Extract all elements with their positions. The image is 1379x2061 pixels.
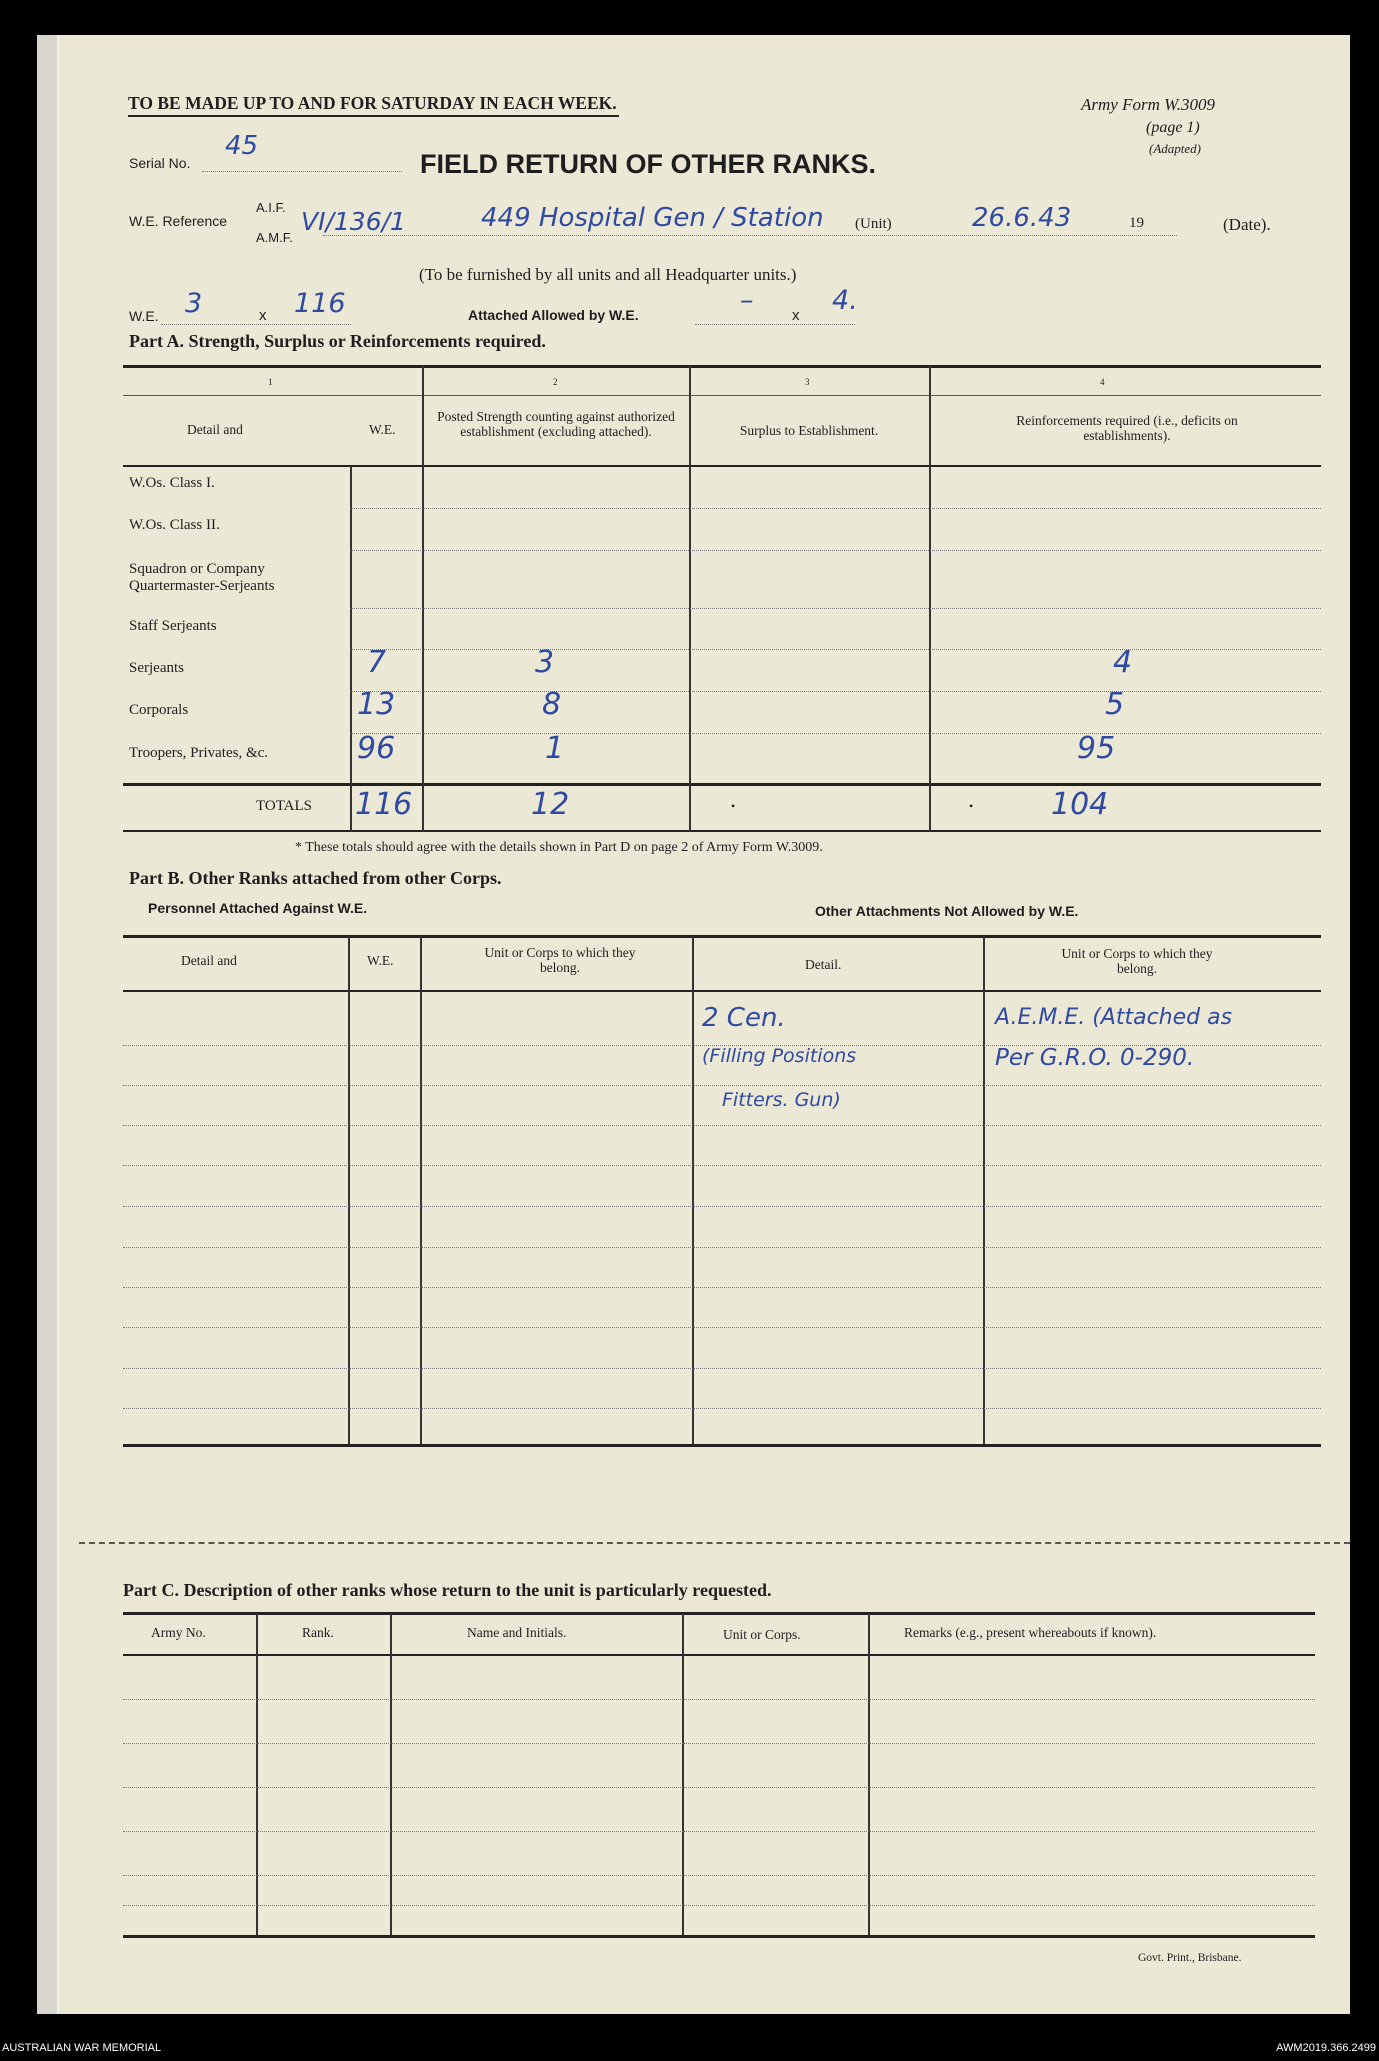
part-b-row-line (123, 1368, 1321, 1369)
part-b-header-unit2: Unit or Corps to which they belong. (1061, 946, 1213, 976)
page-number: (page 1) (1146, 119, 1200, 136)
attached-label: Attached Allowed by W.E. (468, 307, 639, 323)
attachment-detail-line-3: Fitters. Gun) (722, 1089, 841, 1111)
part-b-row-line (123, 1165, 1321, 1166)
we-reference-label: W.E. Reference (129, 213, 228, 229)
amf-label: A.M.F. (256, 230, 293, 245)
header-surplus: Surplus to Establishment. (739, 423, 879, 438)
part-c-row-line (123, 1787, 1315, 1788)
part-a-header-rule (123, 465, 1321, 467)
attachment-detail-line-1: 2 Cen. (702, 1003, 786, 1033)
we-reference-value: VI/136/1 (301, 207, 406, 236)
part-b-row-line (123, 1125, 1321, 1126)
col-number-2: 2 (553, 377, 558, 387)
part-a-col-divider-1 (422, 366, 424, 832)
part-c-row-line (123, 1699, 1315, 1700)
date-value: 26.6.43 (972, 203, 1072, 233)
part-c-header-remarks: Remarks (e.g., present whereabouts if known). (904, 1625, 1157, 1640)
attached-times: x (792, 307, 800, 324)
attached-value-b: 4. (832, 285, 858, 316)
we-value-b: 116 (294, 288, 346, 319)
part-c-header-army-no: Army No. (151, 1625, 206, 1640)
part-c-bottom-rule (123, 1935, 1315, 1938)
part-b-header-unit: Unit or Corps to which they belong. (484, 945, 636, 975)
part-c-row-line (123, 1743, 1315, 1744)
part-c-header-unit: Unit or Corps. (723, 1627, 801, 1642)
aif-label: A.I.F. (256, 200, 286, 215)
part-a-title: Part A. Strength, Surplus or Reinforcements required. (129, 331, 546, 351)
totals-label: TOTALS (256, 798, 313, 814)
corporals-reinforcements: 5 (1105, 687, 1125, 722)
we-label: W.E. (129, 308, 159, 324)
serjeants-posted: 3 (535, 645, 555, 680)
col-number-1: 1 (268, 377, 273, 387)
part-a-col-divider-3 (929, 366, 931, 832)
attachment-detail-line-2: (Filling Positions (702, 1045, 857, 1067)
part-a-row-line (350, 508, 1321, 509)
part-a-top-rule (123, 365, 1321, 368)
totals-reinforcements: 104 (1051, 787, 1109, 822)
attachment-unit-line-1: A.E.M.E. (Attached as (995, 1005, 1233, 1030)
part-c-row-line (123, 1905, 1315, 1906)
corporals-posted: 8 (542, 687, 562, 722)
totals-posted: 12 (531, 787, 570, 822)
header-posted-strength: Posted Strength counting against authorized establishment (excluding attached). (437, 409, 675, 439)
attached-line (695, 324, 855, 325)
part-b-row-line (123, 1247, 1321, 1248)
part-b-left-subtitle: Personnel Attached Against W.E. (148, 900, 368, 916)
printer-note: Govt. Print., Brisbane. (1138, 1952, 1242, 1964)
part-c-row-line (123, 1875, 1315, 1876)
part-b-title: Part B. Other Ranks attached from other Corps. (129, 868, 502, 888)
col-number-3: 3 (805, 377, 810, 387)
privates-posted: 1 (545, 731, 565, 766)
attachment-unit-line-2: Per G.R.O. 0-290. (995, 1045, 1195, 1071)
part-b-row-line (123, 1327, 1321, 1328)
adapted-note: (Adapted) (1149, 141, 1201, 156)
part-a-bottom-rule (123, 830, 1321, 832)
part-c-row-line (123, 1831, 1315, 1832)
we-times: x (259, 307, 267, 324)
header-detail: Detail and (187, 422, 243, 437)
part-c-header-rank: Rank. (302, 1625, 334, 1640)
part-b-header-rule (123, 990, 1321, 992)
part-b-row-line (123, 1408, 1321, 1409)
part-c-col-divider-1 (256, 1613, 258, 1935)
part-b-row-line (123, 1287, 1321, 1288)
part-c-top-rule (123, 1612, 1315, 1615)
totals-we: 116 (355, 787, 413, 822)
row-label-wo1: W.Os. Class I. (129, 475, 215, 491)
part-a-row-line (350, 608, 1321, 609)
serial-line (202, 171, 402, 172)
unit-value: 449 Hospital Gen / Station (481, 203, 824, 233)
serial-value: 45 (225, 131, 259, 161)
row-label-cqms: Squadron or Company Quartermaster-Serjeants (129, 561, 275, 594)
year-label: 19 (1129, 215, 1144, 231)
we-line (161, 324, 351, 325)
form-number: Army Form W.3009 (1081, 95, 1215, 114)
part-a-body-rule (123, 783, 1321, 786)
part-a-col-divider-2 (689, 366, 691, 832)
header-reinforcements: Reinforcements required (i.e., deficits on establishments). (1016, 413, 1238, 443)
form-sheet (37, 35, 1350, 2014)
part-c-col-divider-4 (868, 1613, 870, 1935)
part-a-row-line (350, 649, 1321, 650)
attached-value-a: – (740, 285, 754, 316)
totals-surplus-bullet: • (731, 799, 736, 813)
row-label-wo2: W.Os. Class II. (129, 517, 220, 533)
part-b-top-rule (123, 935, 1321, 938)
instruction-underline (128, 115, 619, 117)
corporals-we: 13 (357, 687, 396, 722)
row-label-staff-serjeants: Staff Serjeants (129, 618, 217, 634)
we-value-a: 3 (185, 288, 203, 319)
part-c-header-name: Name and Initials. (467, 1625, 567, 1640)
totals-footnote: * These totals should agree with the details shown in Part D on page 2 of Army Form W.3009. (295, 840, 823, 855)
serial-label: Serial No. (129, 155, 191, 171)
paper-edge (37, 35, 59, 2014)
instruction-line: TO BE MADE UP TO AND FOR SATURDAY IN EACH WEEK. (128, 93, 617, 113)
part-a-row-line (350, 550, 1321, 551)
part-c-header-rule (123, 1654, 1315, 1656)
part-c-title: Part C. Description of other ranks whose return to the unit is particularly requested. (123, 1580, 772, 1600)
part-a-row-line (350, 691, 1321, 692)
perforation-line (79, 1542, 1350, 1544)
part-b-bottom-rule (123, 1444, 1321, 1447)
part-a-row-line (350, 733, 1321, 734)
furnished-note: (To be furnished by all units and all Headquarter units.) (419, 265, 797, 284)
part-b-row-line (123, 1206, 1321, 1207)
col-number-4: 4 (1100, 377, 1105, 387)
part-b-header-detail: Detail and (181, 953, 237, 968)
serjeants-we: 7 (367, 645, 387, 680)
date-label: (Date). (1223, 215, 1271, 234)
we-ref-line (323, 235, 1177, 236)
row-label-privates: Troopers, Privates, &c. (129, 745, 269, 761)
part-a-number-rule (123, 395, 1321, 396)
unit-label: (Unit) (855, 216, 892, 232)
part-b-row-line (123, 1085, 1321, 1086)
paper-fold-line (57, 35, 59, 2014)
header-we: W.E. (369, 422, 396, 437)
archive-name: AUSTRALIAN WAR MEMORIAL (2, 2042, 162, 2054)
part-c-col-divider-3 (682, 1613, 684, 1935)
row-label-serjeants: Serjeants (129, 660, 184, 676)
form-title: FIELD RETURN OF OTHER RANKS. (420, 149, 876, 179)
part-b-right-subtitle: Other Attachments Not Allowed by W.E. (815, 903, 1079, 919)
archive-reference: AWM2019.366.2499 (1276, 2042, 1376, 2054)
totals-reinf-bullet: • (969, 799, 974, 813)
part-b-header-we: W.E. (367, 953, 394, 968)
part-c-col-divider-2 (390, 1613, 392, 1935)
part-b-header-detail2: Detail. (805, 957, 842, 972)
row-label-corporals: Corporals (129, 702, 189, 718)
privates-we: 96 (357, 731, 396, 766)
serjeants-reinforcements: 4 (1113, 645, 1133, 680)
privates-reinforcements: 95 (1077, 731, 1116, 766)
